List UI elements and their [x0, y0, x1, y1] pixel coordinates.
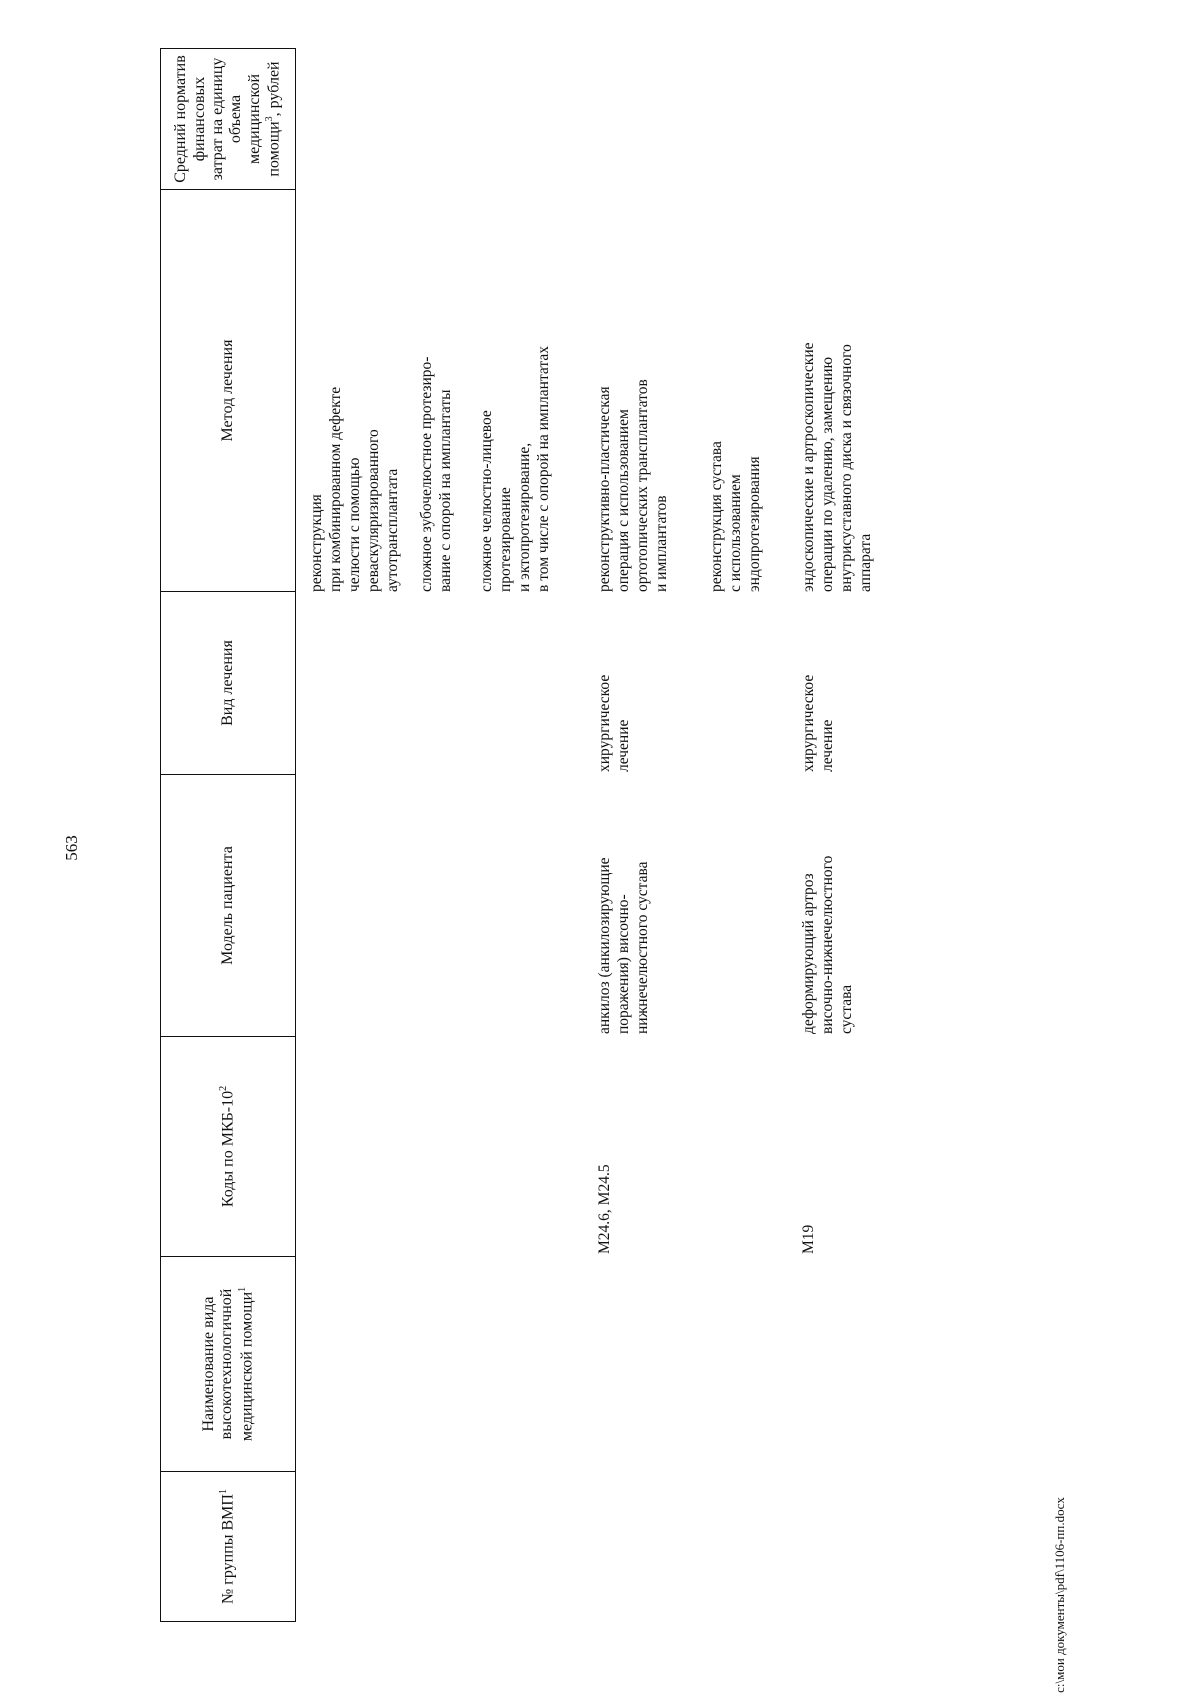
row1-method-1: реконструктивно-пластическая операция с использованием ортотопических трансплантатов и имплантатов [596, 379, 670, 592]
header-table [160, 55, 296, 1622]
method-block: сложное зубочелюстное протезиро- вание с опорой на имплантаты [418, 356, 454, 592]
header-care-type: Наименование вида высокотехнологичной медицинской помощи$^1$ [160, 1257, 296, 1472]
row2-patient-model: деформирующий артроз височно-нижнечелюстного сустава [800, 855, 855, 1034]
header-group-number: № группы ВМП$^1$ [160, 1472, 296, 1622]
row1-method-2: реконструкция сустава с использованием эндопротезирования [708, 441, 763, 592]
header-cost-standard: Средний норматив финансовых затрат на единицу объема медицинской помощи$^3$, рублей [160, 48, 296, 190]
method-block: реконструкция при комбинированном дефекте челюсти с помощью реваскуляризированного аутотрансплантата [308, 386, 401, 592]
row1-treatment-type: хирургическое лечение [596, 674, 632, 772]
page-number: 563 [62, 835, 81, 861]
header-icd-codes: Коды по МКБ-$10^2$ [160, 1037, 296, 1257]
row1-codes: М24.6, М24.5 [596, 1164, 613, 1254]
header-treatment-method: Метод лечения [160, 190, 296, 592]
row2-method-1: эндоскопические и артроскопические операции по удалению, замещению внутрисуставного диска и связочного аппарата [800, 342, 874, 592]
header-treatment-type: Вид лечения [160, 592, 296, 775]
row2-treatment-type: хирургическое лечение [800, 674, 836, 772]
row2-codes: М19 [800, 1224, 817, 1254]
row1-patient-model: анкилоз (анкилозирующие поражения) височно- нижнечелюстного сустава [596, 857, 651, 1034]
header-patient-model: Модель пациента [160, 775, 296, 1037]
method-block: сложное челюстно-лицевое протезирование и эктопротезирование, в том числе с опорой на имплантатах [478, 346, 552, 592]
rotated-table-page [160, 55, 1200, 1622]
footer-file-path: c:\мои документы\pdf\1106-пп.docx [1052, 1497, 1067, 1693]
